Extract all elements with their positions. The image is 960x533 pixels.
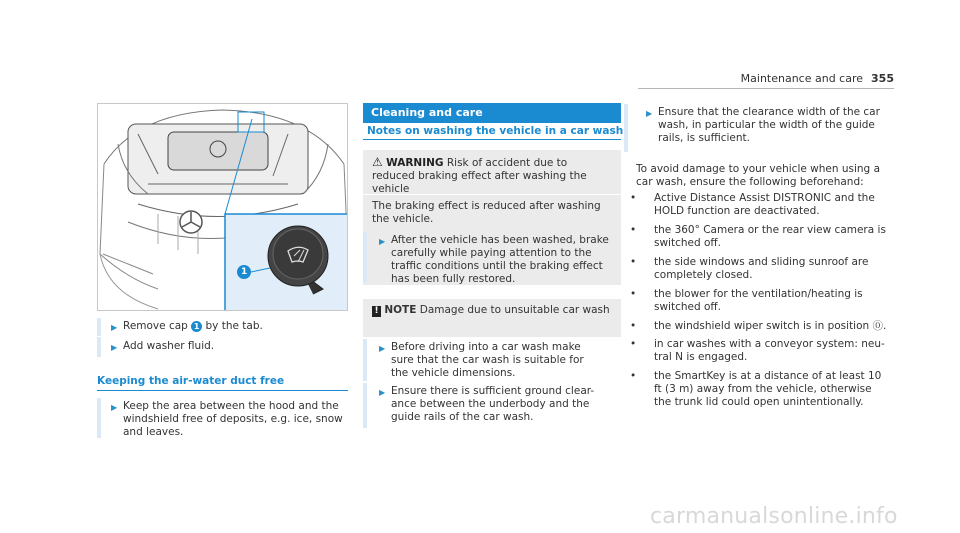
- engine-bay-illustration: [97, 103, 348, 311]
- warning-label: WARNING: [386, 157, 444, 169]
- step-arrow-icon: ▶: [379, 344, 386, 353]
- step-clearance-width: [624, 104, 894, 152]
- page-header: [741, 72, 894, 85]
- car-wash-intro: To avoid damage to your vehicle when using a car wash, ensure the following beforehand:: [636, 163, 880, 188]
- list-item: [624, 338, 894, 366]
- header-divider: [638, 88, 894, 89]
- warning-icon: ⚠: [372, 155, 383, 169]
- step-arrow-icon: ▶: [111, 403, 118, 412]
- step-text: Add washer fluid.: [123, 340, 215, 352]
- warning-heading-text: Risk of accident due to reduced braking effect after washing the vehicle: [372, 157, 587, 195]
- step-ground-clearance: [363, 383, 621, 428]
- warning-heading: [372, 156, 612, 196]
- callout-badge: 1: [191, 321, 202, 332]
- list-item-text: Active Distance Assist DISTRONIC and the HOLD function are deactivated.: [654, 192, 875, 217]
- note-text: Damage due to unsuitable car wash: [419, 304, 610, 316]
- warning-body: The braking effect is reduced after washing the vehicle.: [372, 200, 601, 225]
- step-add-fluid: [97, 337, 348, 357]
- step-text-part: Remove cap: [123, 320, 192, 332]
- warning-divider: [363, 194, 621, 195]
- list-item-text: the windshield wiper switch is in position ⓪.: [654, 320, 887, 332]
- step-arrow-icon: ▶: [111, 343, 118, 352]
- step-text-part: by the tab.: [202, 320, 263, 332]
- step-check-car-wash: [363, 339, 621, 381]
- step-arrow-icon: ▶: [379, 388, 386, 397]
- bullet: •: [630, 192, 637, 204]
- step-keep-duct-free: [97, 398, 348, 438]
- note-label: NOTE: [384, 304, 417, 316]
- list-item: [624, 256, 894, 284]
- engine-bay-drawing: [98, 104, 348, 311]
- car-wash-subheading: Notes on washing the vehicle in a car wash: [367, 125, 624, 137]
- bullet: •: [630, 338, 637, 350]
- note-heading: [372, 304, 612, 317]
- list-item: [624, 370, 894, 412]
- list-item: [624, 288, 894, 316]
- step-brake-carefully: [363, 232, 621, 285]
- step-arrow-icon: ▶: [379, 237, 386, 246]
- list-item-text: in car washes with a conveyor system: neu-tral N is engaged.: [654, 338, 885, 363]
- watermark: carmanualsonline.info: [650, 504, 898, 529]
- bullet: •: [630, 288, 637, 300]
- step-arrow-icon: ▶: [646, 109, 653, 118]
- bullet: •: [630, 224, 637, 236]
- step-text: Ensure that the clearance width of the car wash, in particular the width of the guide rails, is sufficient.: [658, 106, 880, 144]
- list-item-text: the SmartKey is at a distance of at least 10 ft (3 m) away from the vehicle, otherwise the trunk lid could open unintentionally.: [654, 370, 882, 408]
- list-item: [624, 192, 894, 220]
- step-text: [123, 320, 263, 333]
- list-item-text: the blower for the ventilation/heating is switched off.: [654, 288, 863, 313]
- air-water-duct-heading: Keeping the air-water duct free: [97, 375, 285, 387]
- subheading-rule: [363, 139, 621, 140]
- step-text: Keep the area between the hood and the windshield free of deposits, e.g. ice, snow and leaves.: [123, 400, 343, 438]
- step-text: Ensure there is sufficient ground clear-ance between the underbody and the guide rails of the car wash.: [391, 385, 595, 423]
- step-text: After the vehicle has been washed, brake carefully while paying attention to the traffic conditions until the braking effect has been fully restored.: [391, 234, 609, 285]
- bullet: •: [630, 370, 637, 382]
- list-item: [624, 224, 894, 252]
- figure-callout-number: 1: [241, 267, 248, 277]
- cleaning-care-title: Cleaning and care: [363, 103, 621, 123]
- page-number: 355: [871, 72, 894, 85]
- note-icon: !: [372, 306, 381, 317]
- step-text: Before driving into a car wash make sure that the car wash is suitable for the vehicle dimensions.: [391, 341, 584, 379]
- list-item: [624, 320, 894, 336]
- list-item-text: the side windows and sliding sunroof are completely closed.: [654, 256, 869, 281]
- step-arrow-icon: ▶: [111, 323, 118, 332]
- bullet: •: [630, 320, 637, 332]
- step-remove-cap: [97, 318, 348, 336]
- list-item-text: the 360° Camera or the rear view camera is switched off.: [654, 224, 886, 249]
- bullet: •: [630, 256, 637, 268]
- section-title: Maintenance and care: [740, 72, 864, 85]
- heading-rule: [97, 390, 348, 391]
